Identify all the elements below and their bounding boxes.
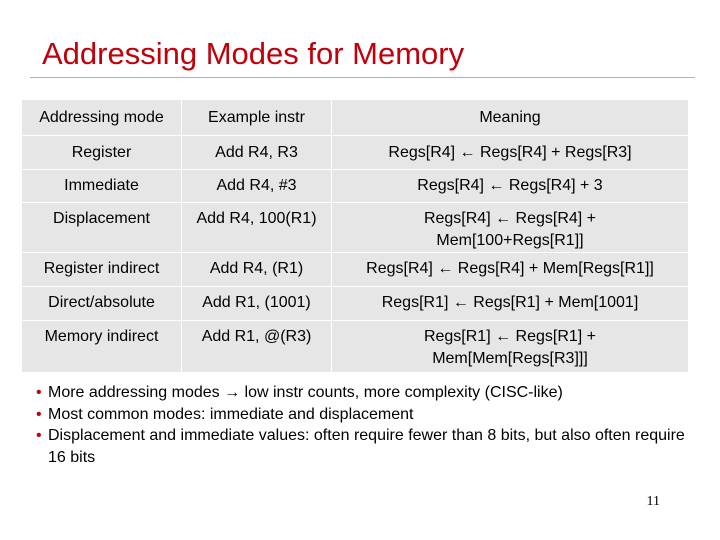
bullet-item: • Most common modes: immediate and displacement (36, 404, 686, 426)
bullet-item: • More addressing modes → low instr counts, more complexity (CISC-like) (36, 382, 686, 404)
example-cell: Add R1, @(R3) (182, 321, 332, 373)
example-cell: Add R4, R3 (182, 136, 332, 170)
meaning-cell: Regs[R1] ← Regs[R1] + Mem[Mem[Regs[R3]]] (332, 321, 689, 373)
table-row (22, 287, 689, 321)
bullet-item: • Displacement and immediate values: often require fewer than 8 bits, but also often require 16 bits (36, 427, 685, 466)
page-number: 11 (646, 494, 660, 509)
meaning-cell: Regs[R4] ← Regs[R4] + 3 (332, 170, 689, 203)
mode-cell: Register (22, 136, 182, 170)
meaning-cell: Regs[R4] ← Regs[R4] + Regs[R3] (332, 136, 689, 170)
mode-cell: Immediate (22, 170, 182, 203)
meaning-cell: Regs[R4] ← Regs[R4] + Mem[100+Regs[R1]] (332, 203, 689, 253)
title-divider (30, 77, 695, 78)
example-cell: Add R1, (1001) (182, 287, 332, 321)
table-row (22, 170, 689, 203)
header-addressing-mode: Addressing mode (22, 100, 182, 136)
bullet-dot-icon: • (36, 427, 42, 444)
table-row (22, 321, 689, 373)
table-row (22, 203, 689, 253)
table-row (22, 136, 689, 170)
bullet-list (36, 382, 686, 468)
meaning-cell: Regs[R4] ← Regs[R4] + Mem[Regs[R1]] (332, 253, 689, 287)
slide-title: Addressing Modes for Memory (42, 36, 465, 71)
mode-cell: Register indirect (22, 253, 182, 287)
bullet-dot-icon: • (36, 384, 42, 401)
example-cell: Add R4, (R1) (182, 253, 332, 287)
mode-cell: Displacement (22, 203, 182, 253)
addressing-modes-table (21, 99, 689, 373)
bullet-dot-icon: • (36, 405, 42, 423)
table-row (22, 253, 689, 287)
example-cell: Add R4, 100(R1) (182, 203, 332, 253)
table-header-row (22, 100, 689, 136)
example-cell: Add R4, #3 (182, 170, 332, 203)
meaning-cell: Regs[R1] ← Regs[R1] + Mem[1001] (332, 287, 689, 321)
header-meaning: Meaning (332, 100, 689, 136)
mode-cell: Memory indirect (22, 321, 182, 373)
mode-cell: Direct/absolute (22, 287, 182, 321)
header-example-instr: Example instr (182, 100, 332, 136)
